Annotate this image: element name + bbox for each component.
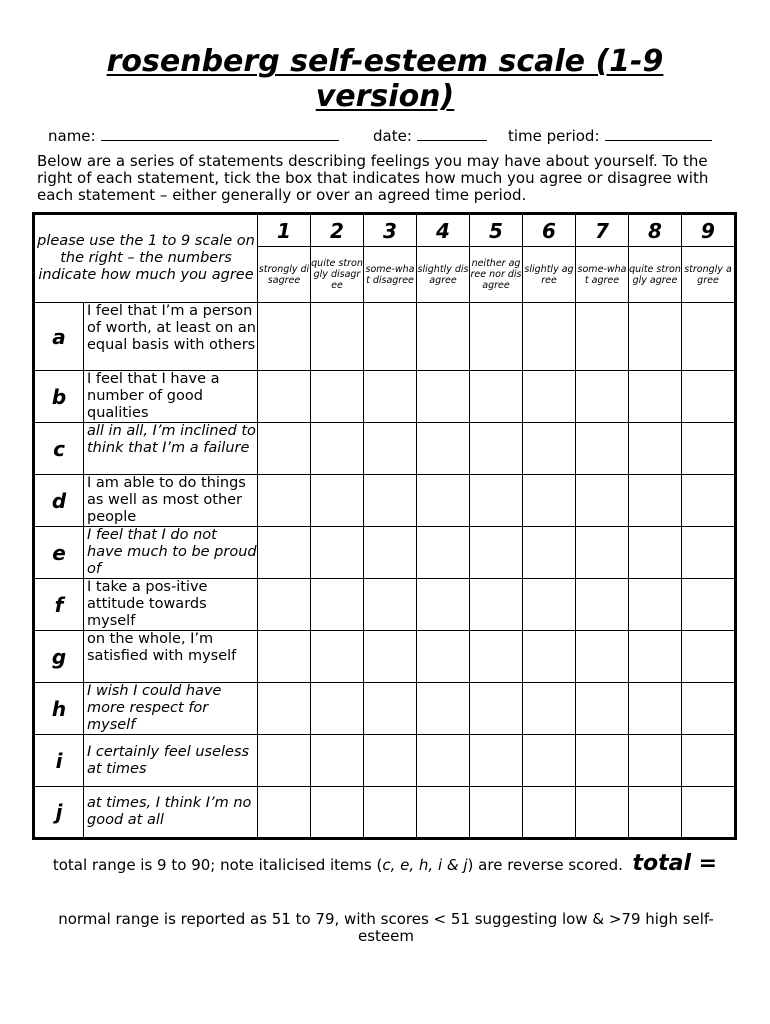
time-period-label: time period:	[508, 127, 600, 145]
scale-label-3: some-what disagree	[364, 247, 417, 303]
scale-label-5: neither agree nor disagree	[470, 247, 523, 303]
rating-box-j-2[interactable]	[311, 787, 364, 839]
item-letter: b	[34, 371, 84, 423]
time-period-line[interactable]	[605, 128, 712, 141]
scale-label-9: strongly agree	[682, 247, 736, 303]
rating-box-j-8[interactable]	[629, 787, 682, 839]
name-line[interactable]	[101, 128, 339, 141]
rating-box-d-3[interactable]	[364, 475, 417, 527]
table-row	[34, 527, 736, 579]
rating-box-a-1[interactable]	[258, 303, 311, 371]
rating-box-f-4[interactable]	[417, 579, 470, 631]
rating-box-c-1[interactable]	[258, 423, 311, 475]
rating-box-b-2[interactable]	[311, 371, 364, 423]
rating-box-j-4[interactable]	[417, 787, 470, 839]
rating-box-c-6[interactable]	[523, 423, 576, 475]
rating-box-d-1[interactable]	[258, 475, 311, 527]
rating-box-d-8[interactable]	[629, 475, 682, 527]
rating-box-c-2[interactable]	[311, 423, 364, 475]
item-statement: I feel that I have a number of good qualities	[84, 371, 258, 423]
rating-box-g-9[interactable]	[682, 631, 736, 683]
rating-box-f-5[interactable]	[470, 579, 523, 631]
item-letter: e	[34, 527, 84, 579]
item-statement: I wish I could have more respect for myself	[84, 683, 258, 735]
rating-box-e-7[interactable]	[576, 527, 629, 579]
rating-box-d-9[interactable]	[682, 475, 736, 527]
rating-box-j-9[interactable]	[682, 787, 736, 839]
name-field[interactable]	[48, 127, 339, 145]
table-row	[34, 631, 736, 683]
rating-box-e-6[interactable]	[523, 527, 576, 579]
rating-box-i-9[interactable]	[682, 735, 736, 787]
scale-number-4: 4	[417, 214, 470, 247]
item-statement: at times, I think I’m no good at all	[84, 787, 258, 839]
table-row	[34, 579, 736, 631]
scale-label-2: quite strongly disagree	[311, 247, 364, 303]
rating-box-j-1[interactable]	[258, 787, 311, 839]
rating-box-g-4[interactable]	[417, 631, 470, 683]
rating-box-i-8[interactable]	[629, 735, 682, 787]
rating-box-h-2[interactable]	[311, 683, 364, 735]
table-row	[34, 735, 736, 787]
rating-box-e-4[interactable]	[417, 527, 470, 579]
rating-box-e-8[interactable]	[629, 527, 682, 579]
header-row-numbers	[34, 214, 736, 247]
reverse-item-letter: h	[418, 856, 429, 874]
rating-box-d-4[interactable]	[417, 475, 470, 527]
rating-box-f-1[interactable]	[258, 579, 311, 631]
rating-box-d-6[interactable]	[523, 475, 576, 527]
table-row	[34, 683, 736, 735]
rating-box-b-3[interactable]	[364, 371, 417, 423]
scale-number-5: 5	[470, 214, 523, 247]
rating-box-j-7[interactable]	[576, 787, 629, 839]
rating-table	[32, 212, 737, 840]
scale-number-7: 7	[576, 214, 629, 247]
rating-box-a-3[interactable]	[364, 303, 417, 371]
rating-box-g-8[interactable]	[629, 631, 682, 683]
normal-range-note: normal range is reported as 51 to 79, with scores < 51 suggesting low & >79 high self-esteem	[58, 910, 714, 945]
rating-box-h-8[interactable]	[629, 683, 682, 735]
rating-box-f-7[interactable]	[576, 579, 629, 631]
date-field[interactable]	[373, 127, 487, 145]
rating-box-h-6[interactable]	[523, 683, 576, 735]
instructions-cell: please use the 1 to 9 scale on the right – the numbers indicate how much you agree	[34, 214, 258, 303]
rating-box-f-6[interactable]	[523, 579, 576, 631]
item-statement: I take a pos-itive attitude towards myself	[84, 579, 258, 631]
reverse-item-letter: j	[463, 856, 468, 874]
rating-box-j-3[interactable]	[364, 787, 417, 839]
rating-box-e-1[interactable]	[258, 527, 311, 579]
name-label: name:	[48, 127, 96, 145]
rating-box-g-3[interactable]	[364, 631, 417, 683]
scale-label-1: strongly disagree	[258, 247, 311, 303]
rating-box-i-3[interactable]	[364, 735, 417, 787]
rating-box-j-5[interactable]	[470, 787, 523, 839]
item-statement: I feel that I’m a person of worth, at least on an equal basis with others	[84, 303, 258, 371]
item-statement: all in all, I’m inclined to think that I’m a failure	[84, 423, 258, 475]
rating-box-i-5[interactable]	[470, 735, 523, 787]
reverse-item-letter: i	[437, 856, 443, 874]
rating-box-c-9[interactable]	[682, 423, 736, 475]
page-title: rosenberg self-esteem scale (1-9 version)	[106, 44, 664, 114]
total-label: total =	[632, 851, 718, 876]
item-letter: j	[34, 787, 84, 839]
time-period-field[interactable]	[508, 127, 712, 145]
item-statement: on the whole, I’m satisfied with myself	[84, 631, 258, 683]
reverse-item-letter: c	[382, 856, 391, 874]
item-statement: I certainly feel useless at times	[84, 735, 258, 787]
scoring-note-prefix: total range is 9 to 90; note italicised items (	[52, 856, 383, 874]
rating-box-d-2[interactable]	[311, 475, 364, 527]
rating-box-h-3[interactable]	[364, 683, 417, 735]
scale-number-6: 6	[523, 214, 576, 247]
rating-box-a-6[interactable]	[523, 303, 576, 371]
rating-box-i-6[interactable]	[523, 735, 576, 787]
item-statement: I am able to do things as well as most other people	[84, 475, 258, 527]
scale-number-2: 2	[311, 214, 364, 247]
rating-box-d-7[interactable]	[576, 475, 629, 527]
scale-label-6: slightly agree	[523, 247, 576, 303]
rating-box-b-4[interactable]	[417, 371, 470, 423]
reverse-items-list: c, e, h, i & j	[382, 856, 468, 874]
rating-box-g-2[interactable]	[311, 631, 364, 683]
rating-box-c-7[interactable]	[576, 423, 629, 475]
rating-box-c-5[interactable]	[470, 423, 523, 475]
rating-box-i-7[interactable]	[576, 735, 629, 787]
rating-box-b-8[interactable]	[629, 371, 682, 423]
rating-box-b-1[interactable]	[258, 371, 311, 423]
rating-box-f-9[interactable]	[682, 579, 736, 631]
rating-box-a-7[interactable]	[576, 303, 629, 371]
table-row	[34, 303, 736, 371]
rating-box-a-9[interactable]	[682, 303, 736, 371]
rating-box-b-5[interactable]	[470, 371, 523, 423]
rating-box-b-7[interactable]	[576, 371, 629, 423]
rating-box-i-4[interactable]	[417, 735, 470, 787]
item-letter: h	[34, 683, 84, 735]
rating-box-g-6[interactable]	[523, 631, 576, 683]
rating-box-i-1[interactable]	[258, 735, 311, 787]
date-line[interactable]	[417, 128, 487, 141]
rating-box-b-9[interactable]	[682, 371, 736, 423]
rating-box-d-5[interactable]	[470, 475, 523, 527]
rating-box-h-9[interactable]	[682, 683, 736, 735]
rating-box-f-3[interactable]	[364, 579, 417, 631]
rating-box-e-3[interactable]	[364, 527, 417, 579]
item-letter: a	[34, 303, 84, 371]
reverse-item-letter: e	[400, 856, 410, 874]
rating-box-e-9[interactable]	[682, 527, 736, 579]
date-label: date:	[373, 127, 412, 145]
rating-box-i-2[interactable]	[311, 735, 364, 787]
scale-number-8: 8	[629, 214, 682, 247]
table-row	[34, 787, 736, 839]
item-letter: g	[34, 631, 84, 683]
scoring-note	[40, 852, 730, 877]
rating-box-g-7[interactable]	[576, 631, 629, 683]
scale-number-1: 1	[258, 214, 311, 247]
rating-box-a-2[interactable]	[311, 303, 364, 371]
item-letter: i	[34, 735, 84, 787]
rating-box-a-5[interactable]	[470, 303, 523, 371]
rating-box-e-5[interactable]	[470, 527, 523, 579]
rating-box-h-5[interactable]	[470, 683, 523, 735]
item-letter: f	[34, 579, 84, 631]
table-row	[34, 475, 736, 527]
rating-box-h-1[interactable]	[258, 683, 311, 735]
rating-box-c-4[interactable]	[417, 423, 470, 475]
rating-box-g-5[interactable]	[470, 631, 523, 683]
item-letter: d	[34, 475, 84, 527]
scale-label-7: some-what agree	[576, 247, 629, 303]
rating-box-g-1[interactable]	[258, 631, 311, 683]
item-statement: I feel that I do not have much to be proud of	[84, 527, 258, 579]
item-letter: c	[34, 423, 84, 475]
scale-number-3: 3	[364, 214, 417, 247]
rating-box-e-2[interactable]	[311, 527, 364, 579]
scale-label-8: quite strongly agree	[629, 247, 682, 303]
rating-box-f-8[interactable]	[629, 579, 682, 631]
rating-box-c-3[interactable]	[364, 423, 417, 475]
table-row	[34, 371, 736, 423]
rating-box-c-8[interactable]	[629, 423, 682, 475]
scoring-note-suffix: ) are reverse scored.	[467, 856, 623, 874]
rating-box-a-8[interactable]	[629, 303, 682, 371]
scale-number-9: 9	[682, 214, 736, 247]
rating-box-a-4[interactable]	[417, 303, 470, 371]
intro-text: Below are a series of statements describing feelings you may have about yourself. To the right of each statement, tick the box that indicates how much you agree or disagree with each statement – either generally or over an agreed time period.	[37, 152, 709, 204]
table-row	[34, 423, 736, 475]
rating-box-f-2[interactable]	[311, 579, 364, 631]
rating-box-h-4[interactable]	[417, 683, 470, 735]
scale-label-4: slightly disagree	[417, 247, 470, 303]
rating-box-b-6[interactable]	[523, 371, 576, 423]
rating-box-h-7[interactable]	[576, 683, 629, 735]
rating-box-j-6[interactable]	[523, 787, 576, 839]
